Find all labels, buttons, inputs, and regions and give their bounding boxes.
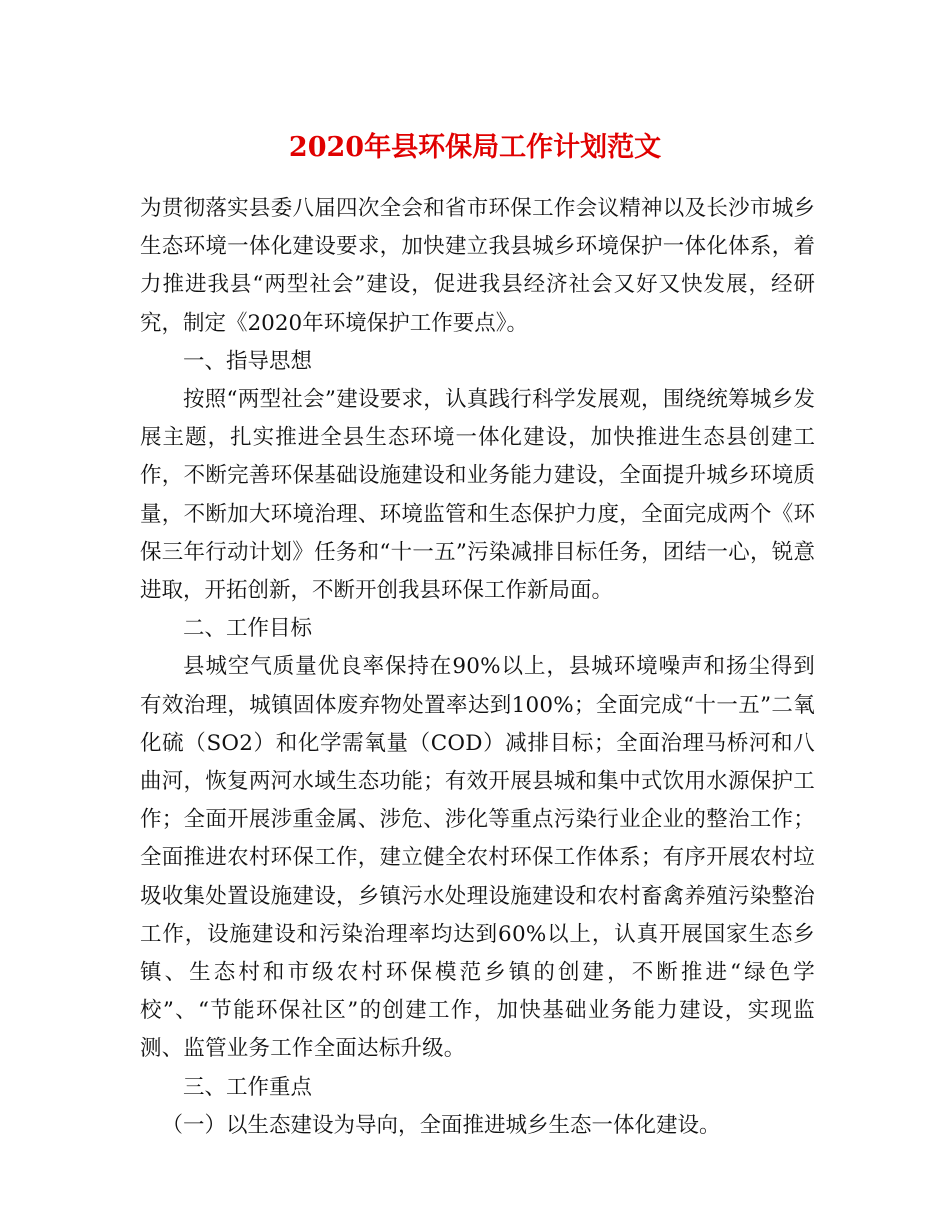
document-body	[140, 190, 815, 1145]
guiding-thought-paragraph: 按照“两型社会”建设要求，认真践行科学发展观，围绕统筹城乡发展主题，扎实推进全县生态环境一体化建设，加快推进生态县创建工作，不断完善环保基础设施建设和业务能力建设，全面提升城乡环境质量，不断加大环境治理、环境监管和生态保护力度，全面完成两个《环保三年行动计划》任务和“十一五”污染减排目标任务，团结一心，锐意进取，开拓创新，不断开创我县环保工作新局面。	[140, 387, 815, 604]
section-heading-work-goals: 二、工作目标	[183, 616, 313, 642]
document-title: 2020年县环保局工作计划范文	[288, 132, 662, 163]
section-heading-work-focus: 三、工作重点	[183, 1074, 313, 1100]
intro-paragraph: 为贯彻落实县委八届四次全会和省市环保工作会议精神以及长沙市城乡生态环境一体化建设要求，加快建立我县城乡环境保护一体化体系，着力推进我县“两型社会”建设，促进我县经济社会又好又快发展，经研究，制定《2020年环境保护工作要点》。	[140, 196, 815, 336]
work-goals-paragraph: 县城空气质量优良率保持在90%以上，县城环境噪声和扬尘得到有效治理，城镇固体废弃物处置率达到100%；全面完成“十一五”二氧化硫（SO2）和化学需氧量（COD）减排目标；全面治理马桥河和八曲河，恢复两河水域生态功能；有效开展县城和集中式饮用水源保护工作；全面开展涉重金属、涉危、涉化等重点污染行业企业的整治工作；全面推进农村环保工作，建立健全农村环保工作体系；有序开展农村垃圾收集处置设施建设，乡镇污水处理设施建设和农村畜禽养殖污染整治工作，设施建设和污染治理率均达到60%以上，认真开展国家生态乡镇、生态村和市级农村环保模范乡镇的创建，不断推进“绿色学校”、“节能环保社区”的创建工作，加快基础业务能力建设，实现监测、监管业务工作全面达标升级。	[140, 654, 815, 1062]
section-heading-guiding-thought: 一、指导思想	[183, 348, 313, 374]
subsection-heading-1: （一）以生态建设为导向，全面推进城乡生态一体化建设。	[161, 1112, 721, 1138]
